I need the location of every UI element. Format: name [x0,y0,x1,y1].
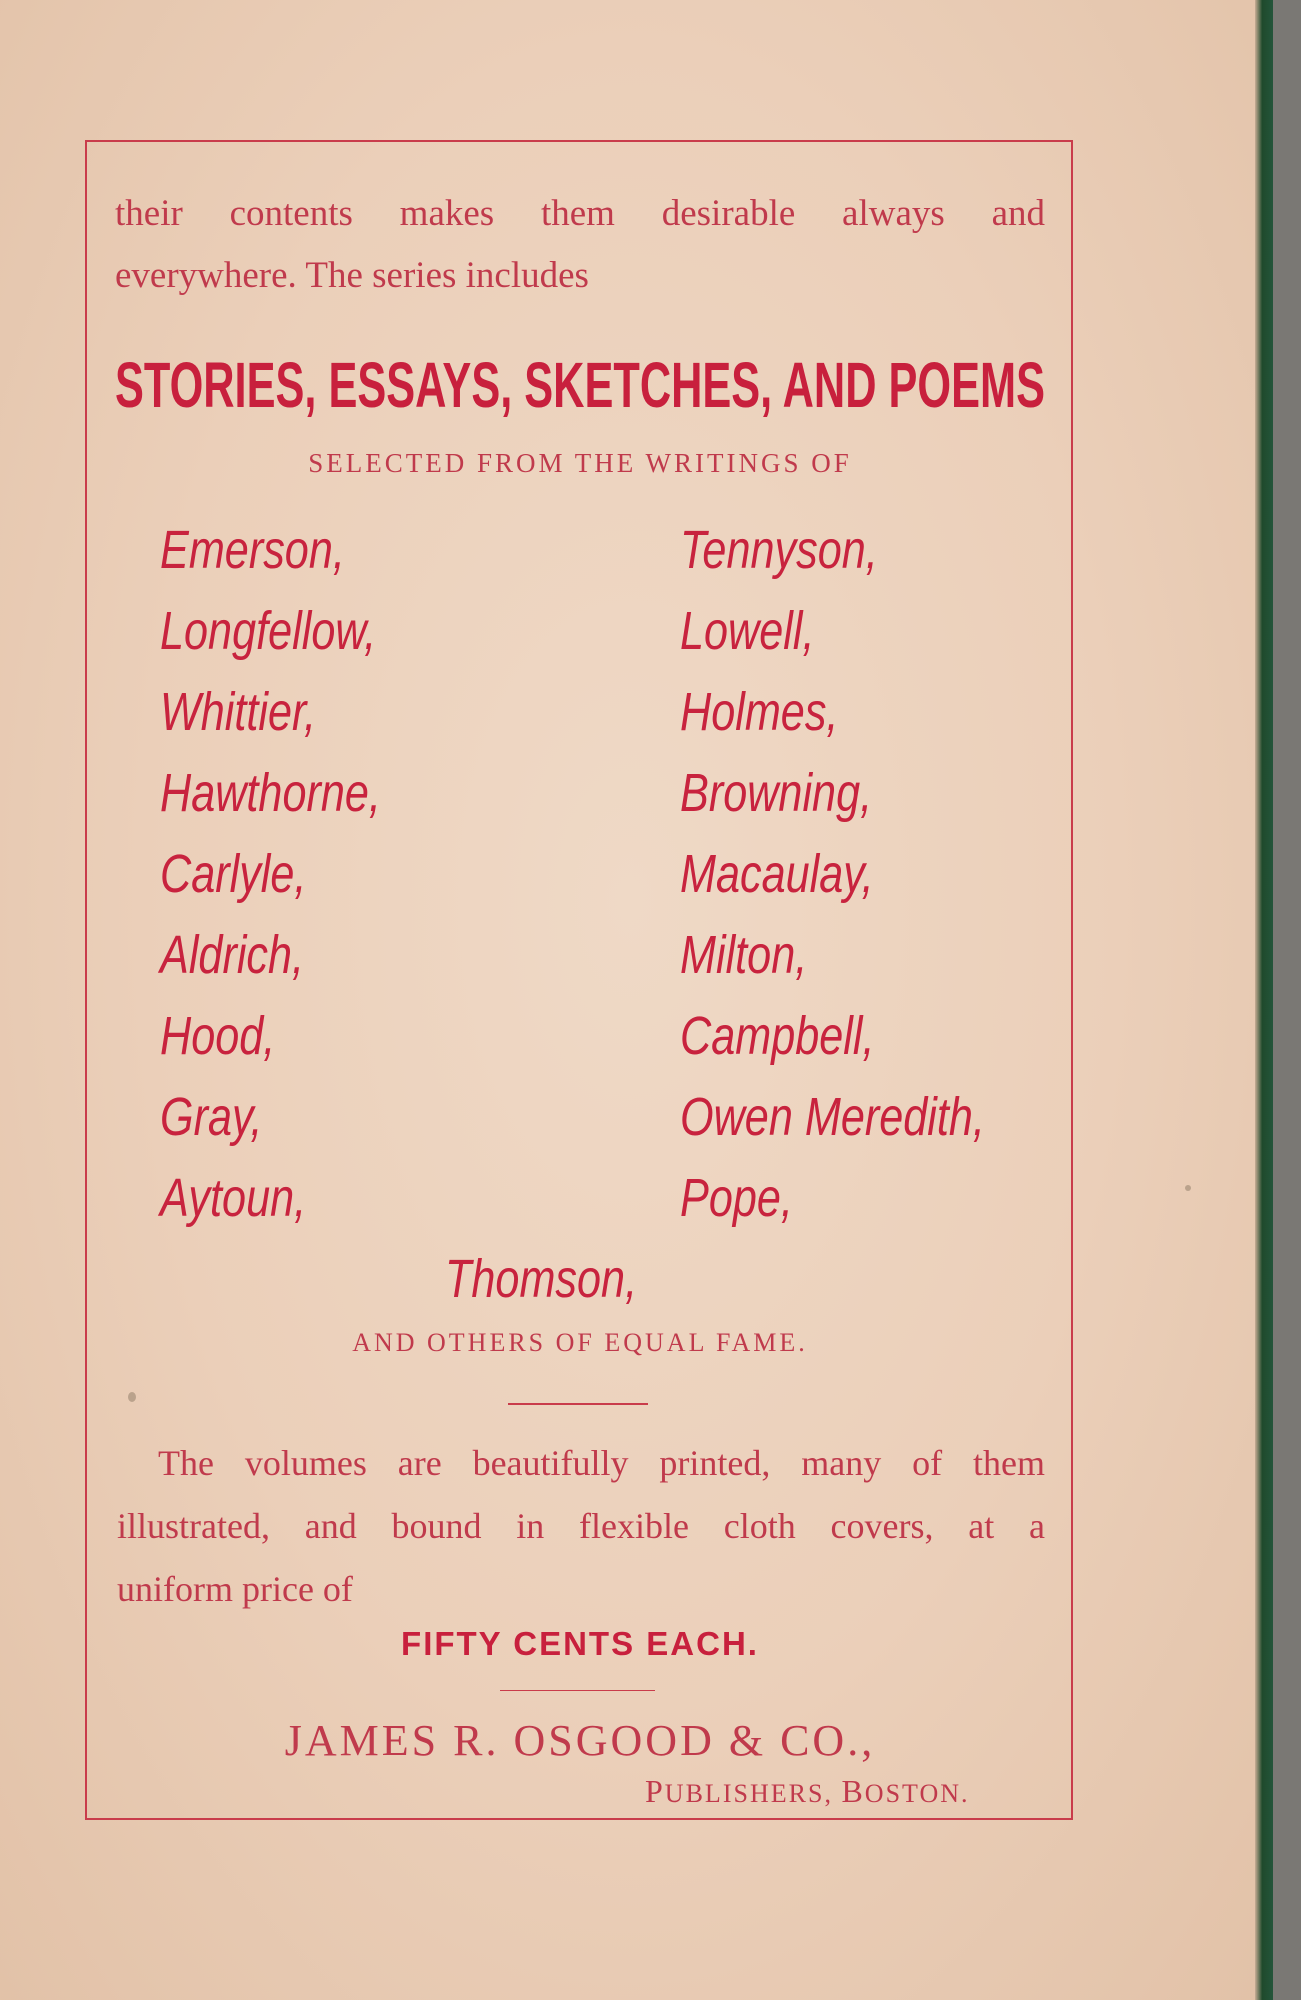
author-name: Whittier, [160,682,317,742]
author-name: Hawthorne, [160,763,381,823]
headline-text: STORIES, ESSAYS, SKETCHES, AND POEMS [115,349,1045,421]
book-cover-edge [1255,0,1273,2000]
divider-rule [508,1403,648,1405]
author-name: Longfellow, [160,601,377,661]
intro-line-1: their contents makes them desirable always and [115,193,1045,234]
author-name: Lowell, [680,601,815,661]
author-name: Hood, [160,1006,276,1066]
paper-blemish [128,1392,136,1402]
divider-rule [500,1690,655,1691]
author-name: Browning, [680,763,873,823]
description-paragraph [117,1432,1045,1621]
author-name: Aytoun, [160,1168,307,1228]
author-name: Emerson, [160,520,345,580]
paper-blemish [1185,1185,1191,1191]
author-name: Macaulay, [680,844,874,904]
author-name: Holmes, [680,682,839,742]
publisher-city: PUBLISHERS, BOSTON. [645,1773,970,1809]
description-line: uniform price of [117,1569,353,1609]
publisher-name: JAMES R. OSGOOD & CO., [284,1716,876,1765]
author-name: Carlyle, [160,844,307,904]
intro-line-2: everywhere. The series includes [115,255,589,296]
subheading: SELECTED FROM THE WRITINGS OF [308,448,852,478]
author-name: Tennyson, [680,520,878,580]
author-name: Owen Meredith, [680,1087,985,1147]
author-name: Aldrich, [160,925,305,985]
author-name: Thomson, [445,1249,638,1309]
author-name: Gray, [160,1087,263,1147]
headline [110,345,1050,435]
price-line: FIFTY CENTS EACH. [401,1625,759,1662]
author-name: Pope, [680,1168,793,1228]
author-name: Campbell, [680,1006,875,1066]
description-line: The volumes are beautifully printed, many of them [158,1443,1045,1483]
author-name: Milton, [680,925,808,985]
others-line: AND OTHERS OF EQUAL FAME. [352,1328,808,1357]
description-line: illustrated, and bound in flexible cloth covers, at a [117,1506,1045,1546]
